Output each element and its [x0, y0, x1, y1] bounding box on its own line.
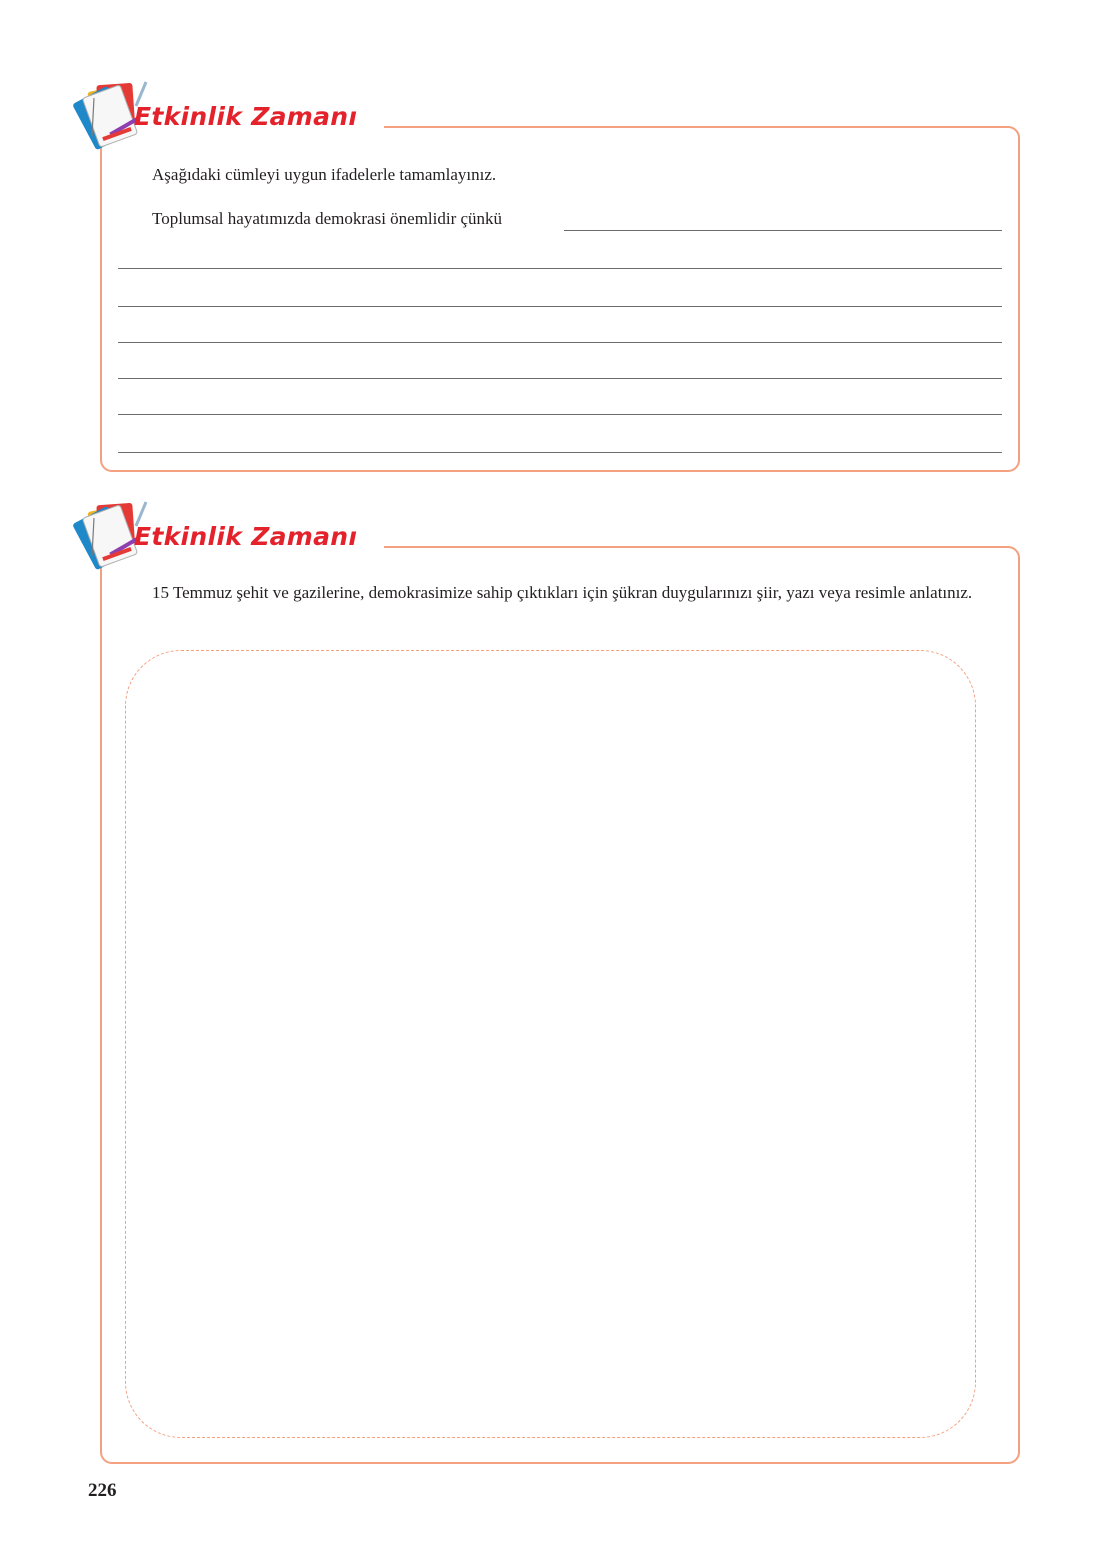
- activity-1: [100, 102, 1020, 472]
- activity-2-instruction: 15 Temmuz şehit ve gazilerine, demokrasimize sahip çıktıkları için şükran duygularınızı şiir, yazı veya resimle anlatınız.: [152, 583, 973, 602]
- activity-1-prompt: Toplumsal hayatımızda demokrasi önemlidir çünkü: [152, 209, 503, 228]
- answer-line-1[interactable]: [564, 230, 1002, 231]
- answer-line-5[interactable]: [118, 378, 1002, 379]
- answer-line-4[interactable]: [118, 342, 1002, 343]
- answer-line-2[interactable]: [118, 268, 1002, 269]
- answer-line-6[interactable]: [118, 414, 1002, 415]
- activity-1-title: Etkinlik Zamanı: [134, 102, 358, 131]
- drawing-area[interactable]: [125, 650, 976, 1438]
- page-number: 226: [88, 1480, 117, 1501]
- answer-line-3[interactable]: [118, 306, 1002, 307]
- activity-2-title: Etkinlik Zamanı: [134, 522, 358, 551]
- activity-2: [100, 522, 1020, 1464]
- activity-1-instruction: Aşağıdaki cümleyi uygun ifadelerle tamamlayınız.: [152, 165, 497, 184]
- answer-line-7[interactable]: [118, 452, 1002, 453]
